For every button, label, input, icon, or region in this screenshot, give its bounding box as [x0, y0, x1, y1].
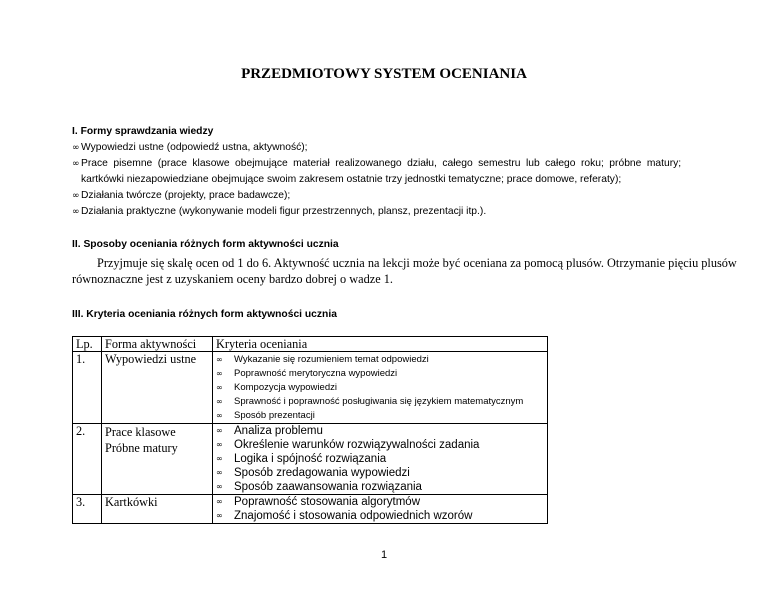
criterion: ∞ Określenie warunków rozwiązywalności zadania: [216, 438, 544, 452]
criterion: ∞ Poprawność stosowania algorytmów: [216, 495, 544, 509]
header-kryteria: Kryteria oceniania: [213, 337, 548, 352]
row-lp: 1.: [73, 352, 102, 424]
criterion: ∞ Sposób zredagowania wypowiedzi: [216, 466, 544, 480]
s1-item: Działania twórcze (projekty, prace badawcze);: [81, 190, 291, 201]
row-lp: 3.: [73, 495, 102, 524]
s2-paragraph-line: równoznaczne jest z uzyskaniem oceny bardzo dobrej o wadze 1.: [72, 272, 393, 286]
criterion: ∞ Analiza problemu: [216, 424, 544, 438]
row-forma: Kartkówki: [102, 495, 213, 524]
bullet-icon: ∞: [72, 159, 80, 169]
header-forma: Forma aktywności: [102, 337, 213, 352]
table-row: [73, 495, 548, 524]
document-title: PRZEDMIOTOWY SYSTEM OCENIANIA: [241, 66, 527, 82]
page-number: 1: [380, 549, 388, 561]
table-row: [73, 424, 548, 495]
criterion: ∞ Kompozycja wypowiedzi: [216, 381, 544, 395]
s1-item-cont: kartkówki niezapowiedziane obejmujące swoim zakresem ostatnie trzy jednostki tematyczne; prace domowe, referaty);: [81, 174, 622, 185]
criterion: ∞ Sposób prezentacji: [216, 409, 544, 423]
bullet-icon: ∞: [72, 191, 80, 201]
s1-item: Działania praktyczne (wykonywanie modeli figur przestrzennych, plansz, prezentacji itp.).: [81, 206, 487, 217]
bullet-icon: ∞: [72, 207, 80, 217]
bullet-icon: ∞: [72, 143, 80, 153]
criterion: ∞ Logika i spójność rozwiązania: [216, 452, 544, 466]
criterion: ∞ Sposób zaawansowania rozwiązania: [216, 480, 544, 494]
row-lp: 2.: [73, 424, 102, 495]
criterion: ∞ Wykazanie się rozumieniem temat odpowiedzi: [216, 353, 544, 367]
criteria-table: [72, 336, 548, 524]
row-forma: Wypowiedzi ustne: [102, 352, 213, 424]
section-3-heading: III. Kryteria oceniania różnych form aktywności ucznia: [72, 309, 337, 320]
s2-paragraph-line: Przyjmuje się skalę ocen od 1 do 6. Aktywność ucznia na lekcji może być oceniana za pomocą plusów. Otrzymanie pięciu plusów: [97, 256, 737, 270]
row-forma: Próbne matury: [105, 441, 178, 455]
section-2-heading: II. Sposoby oceniania różnych form aktywności ucznia: [72, 239, 339, 250]
header-lp: Lp.: [73, 337, 102, 352]
row-forma: Prace klasowe: [105, 425, 176, 439]
criterion: ∞ Znajomość i stosowania odpowiednich wzorów: [216, 509, 544, 523]
section-1-heading: I. Formy sprawdzania wiedzy: [72, 126, 214, 137]
criterion: ∞ Poprawność merytoryczna wypowiedzi: [216, 367, 544, 381]
criterion: ∞ Sprawność i poprawność posługiwania się językiem matematycznym: [216, 395, 544, 409]
s1-item: Prace pisemne (prace klasowe obejmujące materiał realizowanego działu, całego semestru lub całego roku; próbne matury;: [81, 158, 682, 169]
s1-item: Wypowiedzi ustne (odpowiedź ustna, aktywność);: [81, 142, 308, 153]
table-row: [73, 352, 548, 424]
